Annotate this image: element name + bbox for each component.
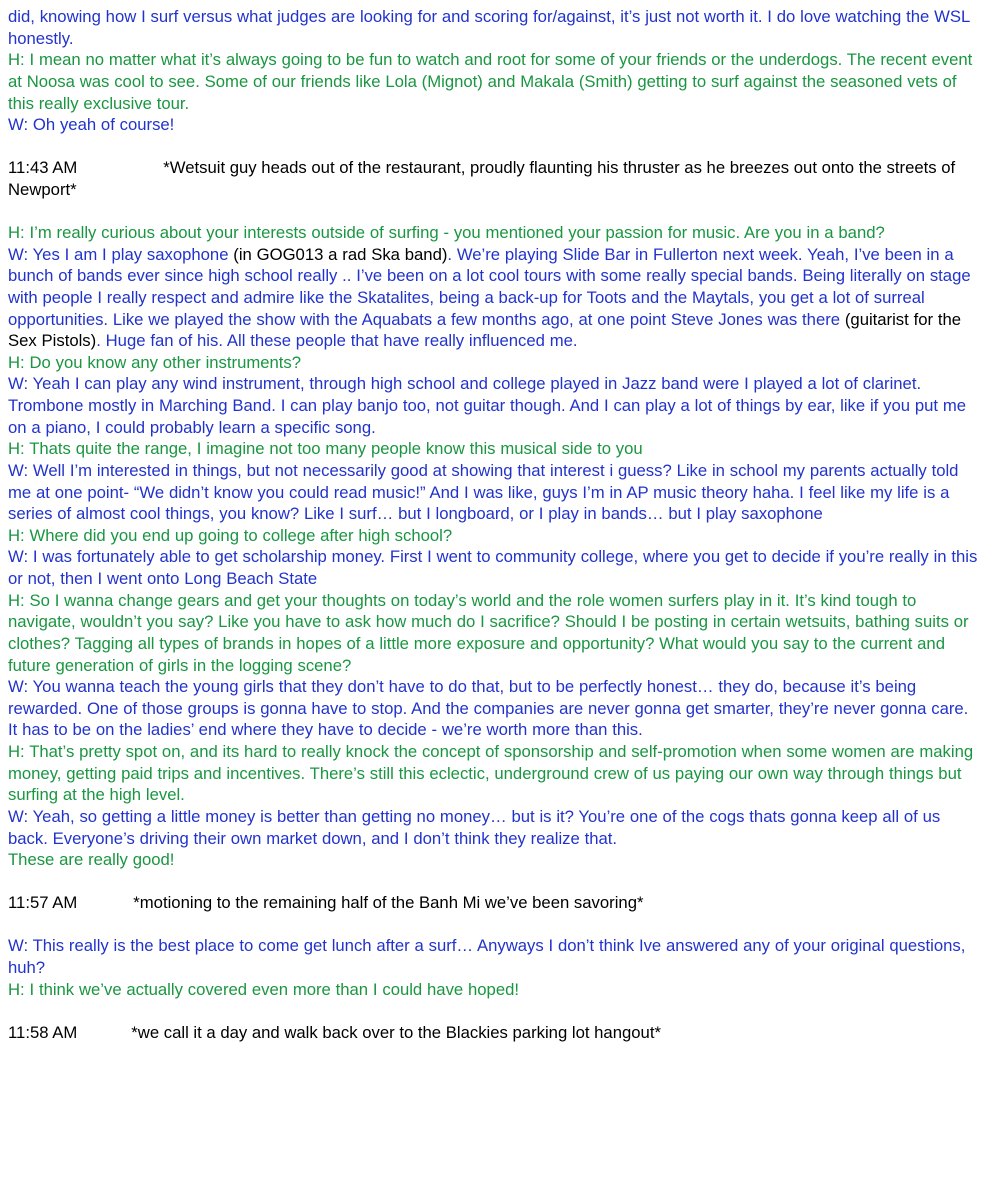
- transcript-paragraph: H: I think we’ve actually covered even more than I could have hoped!: [8, 979, 519, 999]
- timestamp-time: 11:43 AM: [8, 158, 78, 178]
- transcript-paragraph: H: Thats quite the range, I imagine not too many people know this musical side to you: [8, 439, 643, 459]
- timestamp-entry: [8, 157, 980, 200]
- transcript-paragraph: H: Where did you end up going to college after high school?: [8, 525, 453, 545]
- transcript-segment-aside: (in GOG013 a rad Ska band): [233, 244, 448, 264]
- transcript-paragraph: W: You wanna teach the young girls that they don’t have to do that, but to be perfectly honest… they do, because it’s being rewarded. One of those groups is gonna have to stop. And the companies are never gonna get smarter, they’re never gonna care. It has to be on the ladies’ end where they have to decide - we’re worth more than this.: [8, 677, 969, 740]
- transcript-paragraph-mixed: [8, 244, 980, 352]
- transcript-paragraph: W: I was fortunately able to get scholarship money. First I went to community college, where you get to decide if you’re really in this or not, then I went onto Long Beach State: [8, 547, 978, 588]
- transcript-paragraph: W: This really is the best place to come get lunch after a surf… Anyways I don’t think Ive answered any of your original questions, huh?: [8, 936, 966, 977]
- spacer: [8, 871, 980, 893]
- transcript-paragraph: These are really good!: [8, 850, 175, 870]
- transcript-paragraph: W: Oh yeah of course!: [8, 115, 175, 135]
- transcript-segment: W: Yes I am I play saxophone: [8, 244, 234, 264]
- spacer: [8, 1000, 980, 1022]
- stage-direction: *motioning to the remaining half of the Banh Mi we’ve been savoring*: [133, 893, 644, 913]
- spacer: [8, 136, 980, 158]
- timestamp-entry: [8, 892, 980, 914]
- transcript-paragraph: did, knowing how I surf versus what judges are looking for and scoring for/against, it’s just not worth it. I do love watching the WSL honestly.: [8, 7, 970, 48]
- transcript-paragraph: H: That’s pretty spot on, and its hard to really knock the concept of sponsorship and self-promotion when some women are making money, getting paid trips and incentives. There’s still this eclectic, underground crew of us paying our own way through things but surfing at the high level.: [8, 742, 974, 805]
- transcript-paragraph: W: Yeah, so getting a little money is better than getting no money… but is it? You’re one of the cogs thats gonna keep all of us back. Everyone’s driving their own market down, and I don’t think they realize that.: [8, 806, 941, 848]
- transcript-paragraph: H: I’m really curious about your interests outside of surfing - you mentioned your passion for music. Are you in a band?: [8, 223, 885, 242]
- transcript-paragraph: W: Well I’m interested in things, but not necessarily good at showing that interest i guess? Like in school my parents actually told me at one point- “We didn’t know you could read music!” And I was like, guys I’m in AP music theory haha. I feel like my life is a series of almost cool things, you know? Like I surf… but I longboard, or I play in bands… but I play saxophone: [8, 460, 959, 524]
- transcript-paragraph: W: Yeah I can play any wind instrument, through high school and college played in Jazz band were I played a lot of clarinet. Trombone mostly in Marching Band. I can play banjo too, not guitar though. And I can play a lot of things by ear, like if you put me on a piano, I could probably learn a specific song.: [8, 374, 966, 437]
- transcript-paragraph: H: Do you know any other instruments?: [8, 352, 301, 372]
- timestamp-time: 11:57 AM: [8, 893, 78, 913]
- transcript-segment: . Huge fan of his. All these people that have really influenced me.: [96, 331, 578, 351]
- stage-direction: *Wetsuit guy heads out of the restaurant, proudly flaunting his thruster as he breezes out onto the streets of Newport*: [8, 158, 956, 199]
- spacer: [8, 201, 980, 223]
- transcript-paragraph: H: I mean no matter what it’s always going to be fun to watch and root for some of your friends or the underdogs. The recent event at Noosa was cool to see. Some of our friends like Lola (Mignot) and Makala (Smith) getting to surf against the seasoned vets of this really exclusive tour.: [8, 50, 973, 113]
- stage-direction: *we call it a day and walk back over to the Blackies parking lot hangout*: [131, 1022, 661, 1042]
- timestamp-time: 11:58 AM: [8, 1022, 78, 1042]
- transcript-segment: . We’re playing Slide Bar in Fullerton next week. Yeah, I’ve been in a bunch of bands ever since high school really .. I’ve been on a lot cool tours with some really special bands. Being literally on stage with people I really respect and admire like the Skatalites, being a back-up for Toots and the Maytals, you get a lot of surreal opportunities. Like we played the show with the Aquabats a few months ago, at one point Steve Jones was there: [8, 244, 971, 329]
- spacer: [8, 914, 980, 936]
- timestamp-entry: [8, 1022, 980, 1044]
- transcript-segment-aside: (guitarist for the Sex Pistols): [8, 309, 962, 351]
- transcript-paragraph: H: So I wanna change gears and get your thoughts on today’s world and the role women surfers play in it. It’s kind tough to navigate, wouldn’t you say? Like you have to ask how much do I sacrifice? Should I be posting in certain wetsuits, bathing suits or clothes? Tagging all types of brands in hopes of a little more exposure and opportunity? What would you say to the current and future generation of girls in the logging scene?: [8, 590, 969, 675]
